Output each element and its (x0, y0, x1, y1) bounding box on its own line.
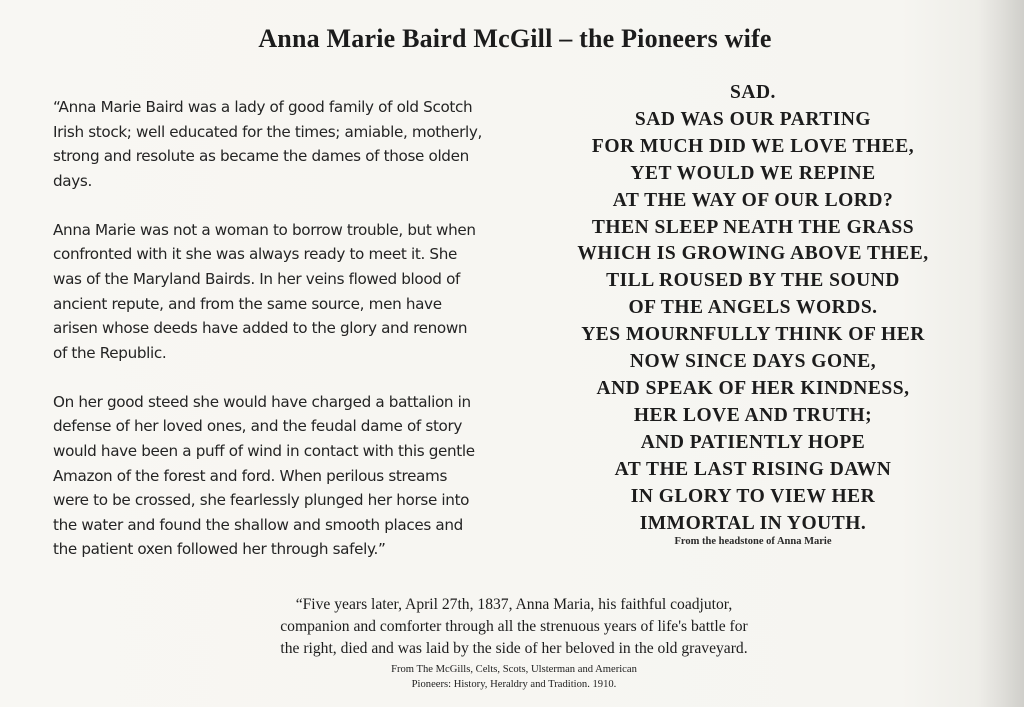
poem-line: WHICH IS GROWING ABOVE THEE, (577, 243, 929, 265)
text-line: the water and found the shallow and smooth places and (53, 515, 463, 534)
text-line: “Anna Marie Baird was a lady of good family of old Scotch (53, 98, 473, 116)
paragraph-3 (53, 390, 553, 562)
closing-quote (0, 594, 1024, 660)
page-title: Anna Marie Baird McGill – the Pioneers wife (258, 24, 772, 53)
text-line: Anna Marie was not a woman to borrow trouble, but when (53, 220, 476, 239)
poem-line: AT THE WAY OF OUR LORD? (612, 189, 894, 211)
poem-credit: From the headstone of Anna Marie (674, 536, 832, 547)
source-line: Pioneers: History, Heraldry and Tradition. 1910. (411, 678, 617, 690)
biography-text (53, 95, 553, 562)
text-line: defense of her loved ones, and the feudal dame of story (53, 417, 463, 436)
headstone-poem (568, 80, 938, 537)
poem-line: IMMORTAL IN YOUTH. (639, 512, 867, 534)
poem-line: AND SPEAK OF HER KINDNESS, (596, 377, 910, 399)
source-line: From The McGills, Celts, Scots, Ulsterman and American (391, 664, 637, 675)
poem-line: HER LOVE AND TRUTH; (633, 404, 873, 426)
quote-line: companion and comforter through all the strenuous years of life's battle for (280, 618, 748, 635)
poem-line: IN GLORY TO VIEW HER (630, 485, 876, 507)
text-line: were to be crossed, she fearlessly plunged her horse into (53, 491, 470, 510)
poem-line: SAD WAS OUR PARTING (634, 108, 872, 130)
poem-line: OF THE ANGELS WORDS. (628, 297, 878, 319)
poem-line: FOR MUCH DID WE LOVE THEE, (591, 135, 915, 157)
paragraph-2 (53, 218, 553, 366)
poem-line: YET WOULD WE REPINE (630, 162, 876, 184)
text-line: would have been a puff of wind in contact with this gentle (53, 441, 475, 460)
text-line: days. (53, 171, 92, 190)
quote-line: the right, died and was laid by the side of her beloved in the old graveyard. (280, 640, 748, 657)
text-line: the patient oxen followed her through safely.” (53, 540, 386, 559)
text-line: of the Republic. (53, 343, 167, 362)
text-line: confronted with it she was always ready to meet it. She (53, 245, 457, 264)
poem-line: SAD. (730, 82, 776, 103)
paragraph-1 (53, 95, 553, 193)
poem-line: NOW SINCE DAYS GONE, (629, 351, 877, 373)
text-line: arisen whose deeds have added to the glory and renown (53, 319, 468, 338)
text-line: Irish stock; well educated for the times; amiable, motherly, (53, 122, 483, 141)
poem-line: AND PATIENTLY HOPE (640, 431, 866, 453)
text-line: strong and resolute as became the dames of those olden (53, 147, 469, 166)
quote-source (0, 663, 1024, 692)
text-line: was of the Maryland Bairds. In her veins flowed blood of (53, 269, 461, 288)
text-line: On her good steed she would have charged a battalion in (53, 392, 471, 411)
poem-line: THEN SLEEP NEATH THE GRASS (591, 216, 915, 238)
poem-line: YES MOURNFULLY THINK OF HER (581, 324, 925, 346)
quote-line: “Five years later, April 27th, 1837, Anna Maria, his faithful coadjutor, (295, 596, 733, 613)
text-line: ancient repute, and from the same source, men have (53, 294, 442, 313)
text-line: Amazon of the forest and ford. When perilous streams (53, 466, 448, 485)
poem-line: AT THE LAST RISING DAWN (614, 458, 892, 480)
poem-line: TILL ROUSED BY THE SOUND (606, 270, 900, 292)
